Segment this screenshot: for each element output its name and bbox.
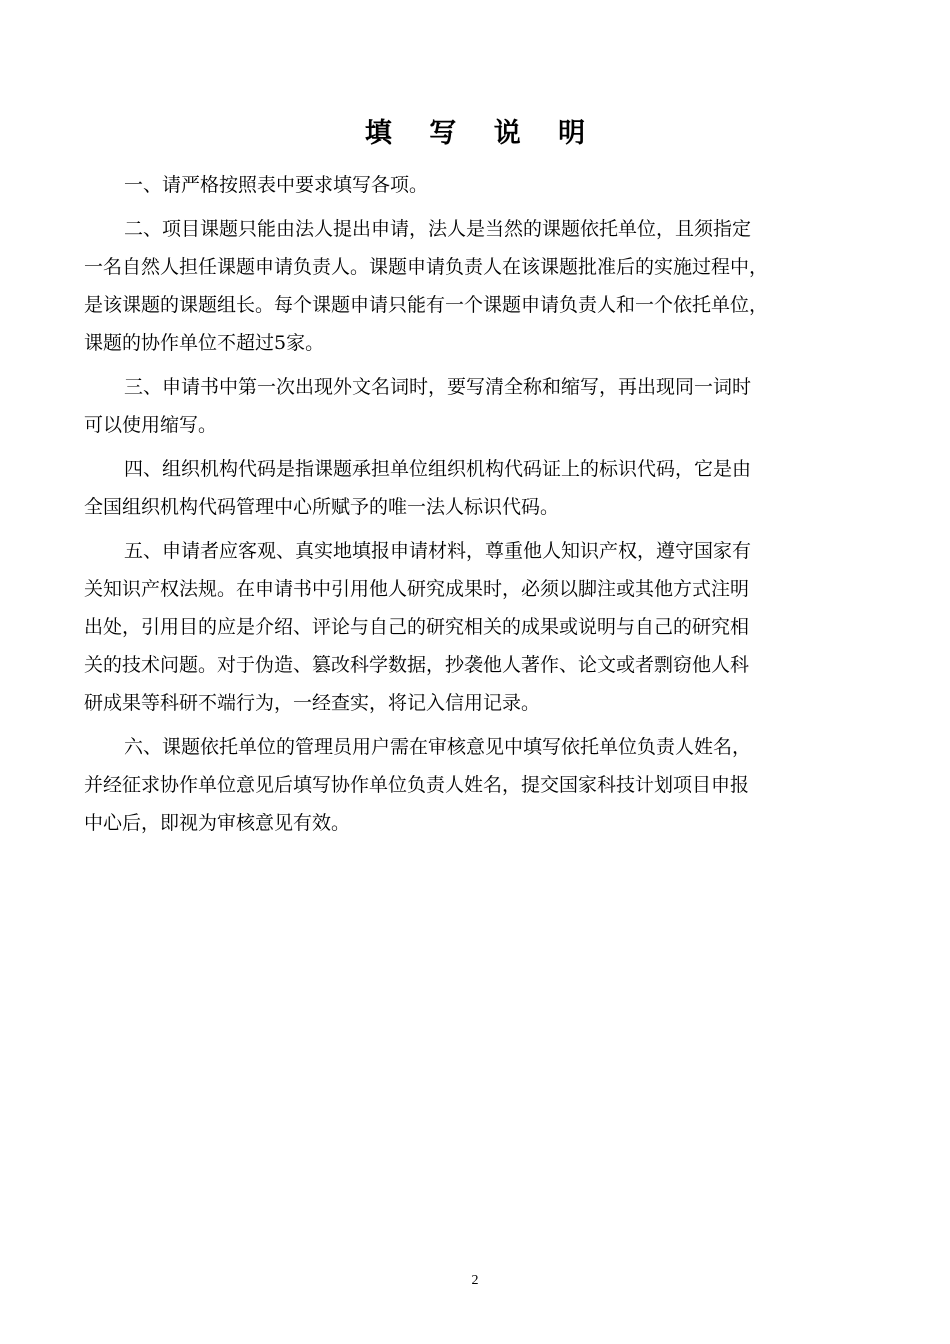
paragraph-line: 二、项目课题只能由法人提出申请，法人是当然的课题依托单位，且须指定 bbox=[124, 218, 752, 240]
paragraph-line: 五、申请者应客观、真实地填报申请材料，尊重他人知识产权，遵守国家有 bbox=[124, 540, 752, 562]
paragraph-line: 一名自然人担任课题申请负责人。课题申请负责人在该课题批准后的实施过程中， bbox=[84, 256, 769, 278]
paragraph-line: 三、申请书中第一次出现外文名词时，要写清全称和缩写，再出现同一词时 bbox=[124, 376, 752, 398]
paragraph-line: 可以使用缩写。 bbox=[84, 414, 218, 436]
instruction-paragraph-5 bbox=[84, 532, 884, 722]
paragraph-line: 课题的协作单位不超过5家。 bbox=[84, 332, 325, 354]
instructions-body bbox=[84, 166, 884, 842]
paragraph-line: 是该课题的课题组长。每个课题申请只能有一个课题申请负责人和一个依托单位， bbox=[84, 294, 769, 316]
instruction-paragraph-3 bbox=[84, 368, 884, 444]
paragraph-line: 四、组织机构代码是指课题承担单位组织机构代码证上的标识代码，它是由 bbox=[124, 458, 752, 480]
paragraph-line: 六、课题依托单位的管理员用户需在审核意见中填写依托单位负责人姓名， bbox=[124, 736, 752, 758]
instruction-paragraph-2 bbox=[84, 210, 884, 362]
page-title: 填 写 说 明 bbox=[364, 118, 600, 149]
page-number: 2 bbox=[471, 1273, 479, 1288]
paragraph-line: 中心后，即视为审核意见有效。 bbox=[84, 812, 351, 834]
paragraph-line: 全国组织机构代码管理中心所赋予的唯一法人标识代码。 bbox=[84, 496, 560, 518]
instruction-paragraph-1 bbox=[84, 166, 884, 204]
paragraph-line: 研成果等科研不端行为，一经查实，将记入信用记录。 bbox=[84, 692, 541, 714]
instruction-paragraph-4 bbox=[84, 450, 884, 526]
paragraph-line: 关的技术问题。对于伪造、篡改科学数据，抄袭他人著作、论文或者剽窃他人科 bbox=[84, 654, 750, 676]
paragraph-line: 关知识产权法规。在申请书中引用他人研究成果时，必须以脚注或其他方式注明 bbox=[84, 578, 750, 600]
paragraph-line: 并经征求协作单位意见后填写协作单位负责人姓名，提交国家科技计划项目申报 bbox=[84, 774, 750, 796]
paragraph-line: 出处，引用目的应是介绍、评论与自己的研究相关的成果或说明与自己的研究相 bbox=[84, 616, 750, 638]
paragraph-line: 一、请严格按照表中要求填写各项。 bbox=[124, 174, 429, 196]
instruction-paragraph-6 bbox=[84, 728, 884, 842]
